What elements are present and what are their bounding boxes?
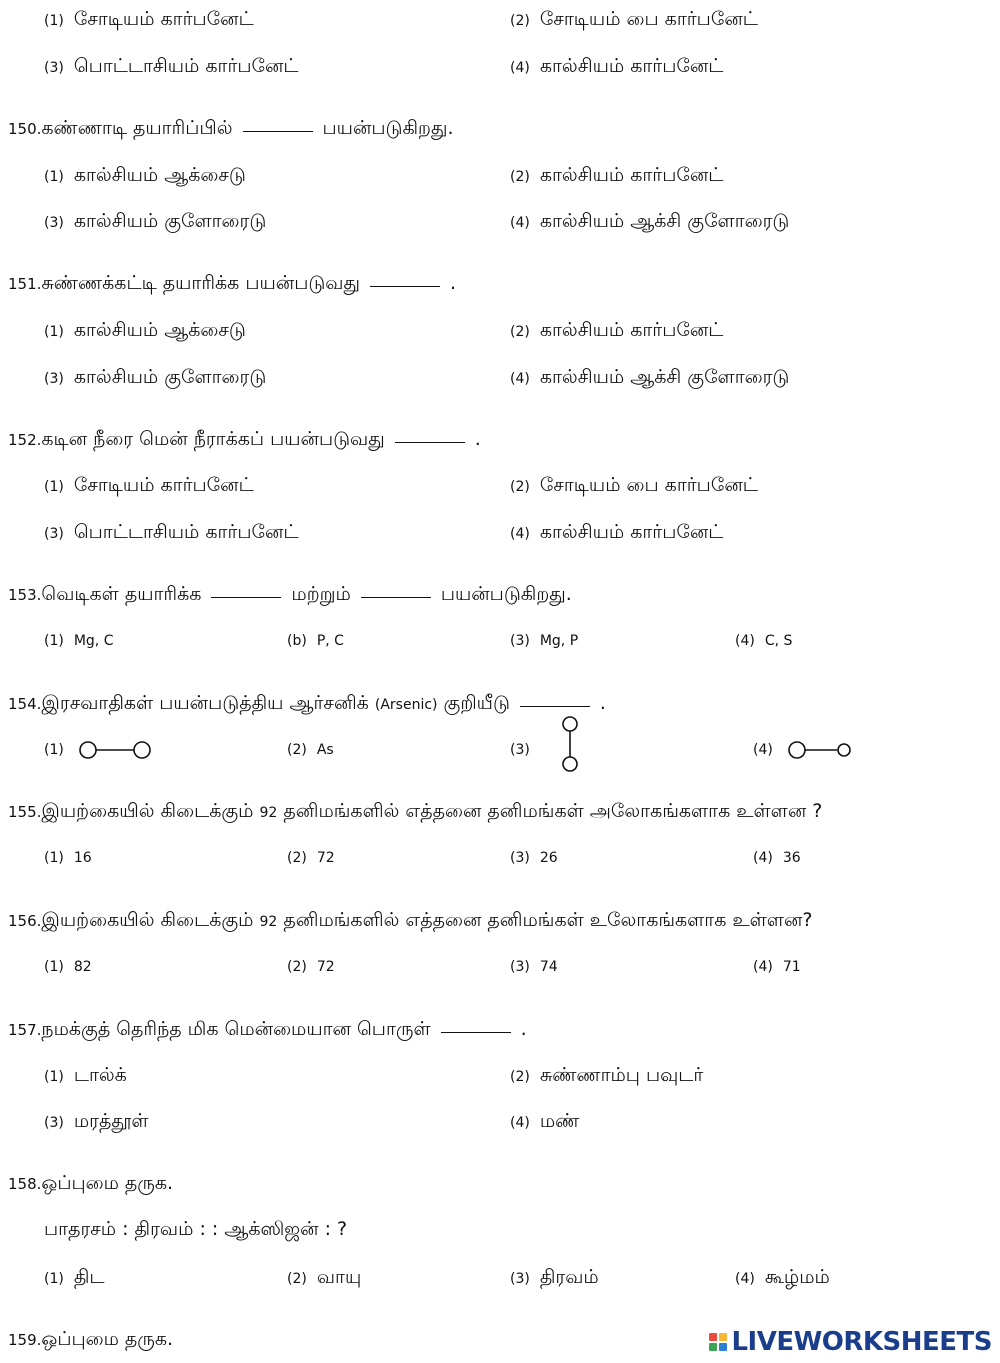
answer-blank[interactable] bbox=[441, 1031, 511, 1033]
option-top-1[interactable]: (1) சோடியம் கார்பனேட் bbox=[44, 8, 254, 30]
option-150-1[interactable]: (1) கால்சியம் ஆக்சைடு bbox=[44, 164, 246, 186]
question-156: 156.இயற்கையில் கிடைக்கும் 92 தனிமங்களில் எத்தனை தனிமங்கள் உலோகங்களாக உள்ளன? bbox=[8, 909, 813, 931]
option-153-4[interactable]: (4) C, S bbox=[735, 633, 793, 649]
option-158-2[interactable]: (2) வாயு bbox=[287, 1266, 362, 1288]
question-157: 157.நமக்குத் தெரிந்த மிக மென்மையான பொருள் . bbox=[8, 1018, 527, 1040]
question-150: 150.கண்ணாடி தயாரிப்பில் பயன்படுகிறது. bbox=[8, 117, 454, 139]
option-155-1[interactable]: (1) 16 bbox=[44, 850, 92, 866]
option-151-2[interactable]: (2) கால்சியம் கார்பனேட் bbox=[510, 319, 724, 341]
answer-blank[interactable] bbox=[520, 705, 590, 707]
liveworksheets-logo-icon bbox=[709, 1333, 727, 1351]
alchemy-symbol-vertical-circles-icon bbox=[559, 715, 581, 773]
question-153: 153.வெடிகள் தயாரிக்க மற்றும் பயன்படுகிறது. bbox=[8, 583, 572, 605]
option-top-2[interactable]: (2) சோடியம் பை கார்பனேட் bbox=[510, 8, 758, 30]
option-157-4[interactable]: (4) மண் bbox=[510, 1110, 580, 1132]
analogy-line: பாதரசம் : திரவம் : : ஆக்ஸிஜன் : ? bbox=[44, 1218, 348, 1240]
option-158-3[interactable]: (3) திரவம் bbox=[510, 1266, 599, 1288]
option-154-1[interactable]: (1) bbox=[44, 737, 152, 763]
option-151-3[interactable]: (3) கால்சியம் குளோரைடு bbox=[44, 366, 267, 388]
answer-blank[interactable] bbox=[243, 130, 313, 132]
liveworksheets-logo[interactable] bbox=[709, 1327, 992, 1357]
option-154-2[interactable]: (2) As bbox=[287, 742, 334, 758]
question-155: 155.இயற்கையில் கிடைக்கும் 92 தனிமங்களில் எத்தனை தனிமங்கள் அலோகங்களாக உள்ளன ? bbox=[8, 800, 823, 822]
option-155-4[interactable]: (4) 36 bbox=[753, 850, 801, 866]
option-157-1[interactable]: (1) டால்க் bbox=[44, 1064, 127, 1086]
question-158: 158.ஒப்புமை தருக. bbox=[8, 1172, 174, 1194]
option-150-2[interactable]: (2) கால்சியம் கார்பனேட் bbox=[510, 164, 724, 186]
question-159: 159.ஒப்புமை தருக. bbox=[8, 1328, 174, 1350]
logo-text: LIVEWORKSHEETS bbox=[731, 1327, 992, 1357]
option-top-3[interactable]: (3) பொட்டாசியம் கார்பனேட் bbox=[44, 55, 299, 77]
alchemy-symbol-two-circles-icon bbox=[78, 739, 152, 761]
option-154-3[interactable]: (3) bbox=[510, 742, 530, 758]
question-151: 151.சுண்ணக்கட்டி தயாரிக்க பயன்படுவது . bbox=[8, 272, 457, 294]
option-152-3[interactable]: (3) பொட்டாசியம் கார்பனேட் bbox=[44, 521, 299, 543]
option-153-1[interactable]: (1) Mg, C bbox=[44, 633, 114, 649]
answer-blank[interactable] bbox=[370, 285, 440, 287]
answer-blank[interactable] bbox=[395, 441, 465, 443]
answer-blank-2[interactable] bbox=[361, 596, 431, 598]
option-154-4[interactable]: (4) bbox=[753, 737, 853, 763]
option-150-4[interactable]: (4) கால்சியம் ஆக்சி குளோரைடு bbox=[510, 210, 790, 232]
option-155-2[interactable]: (2) 72 bbox=[287, 850, 335, 866]
option-152-1[interactable]: (1) சோடியம் கார்பனேட் bbox=[44, 474, 254, 496]
option-153-3[interactable]: (3) Mg, P bbox=[510, 633, 579, 649]
option-156-4[interactable]: (4) 71 bbox=[753, 959, 801, 975]
option-158-1[interactable]: (1) திட bbox=[44, 1266, 105, 1288]
option-152-2[interactable]: (2) சோடியம் பை கார்பனேட் bbox=[510, 474, 758, 496]
option-157-2[interactable]: (2) சுண்ணாம்பு பவுடர் bbox=[510, 1064, 704, 1086]
option-157-3[interactable]: (3) மரத்தூள் bbox=[44, 1110, 149, 1132]
option-150-3[interactable]: (3) கால்சியம் குளோரைடு bbox=[44, 210, 267, 232]
option-top-4[interactable]: (4) கால்சியம் கார்பனேட் bbox=[510, 55, 724, 77]
option-156-1[interactable]: (1) 82 bbox=[44, 959, 92, 975]
option-156-3[interactable]: (3) 74 bbox=[510, 959, 558, 975]
alchemy-symbol-circle-line-icon bbox=[787, 739, 853, 761]
question-154: 154.இரசவாதிகள் பயன்படுத்திய ஆர்சனிக் (Arsenic) குறியீடு . bbox=[8, 692, 606, 714]
answer-blank-1[interactable] bbox=[211, 596, 281, 598]
question-152: 152.கடின நீரை மென் நீராக்கப் பயன்படுவது . bbox=[8, 428, 481, 450]
option-153-2[interactable]: (b) P, C bbox=[287, 633, 344, 649]
option-156-2[interactable]: (2) 72 bbox=[287, 959, 335, 975]
option-151-4[interactable]: (4) கால்சியம் ஆக்சி குளோரைடு bbox=[510, 366, 790, 388]
option-152-4[interactable]: (4) கால்சியம் கார்பனேட் bbox=[510, 521, 724, 543]
option-158-4[interactable]: (4) கூழ்மம் bbox=[735, 1266, 830, 1288]
option-151-1[interactable]: (1) கால்சியம் ஆக்சைடு bbox=[44, 319, 246, 341]
option-155-3[interactable]: (3) 26 bbox=[510, 850, 558, 866]
